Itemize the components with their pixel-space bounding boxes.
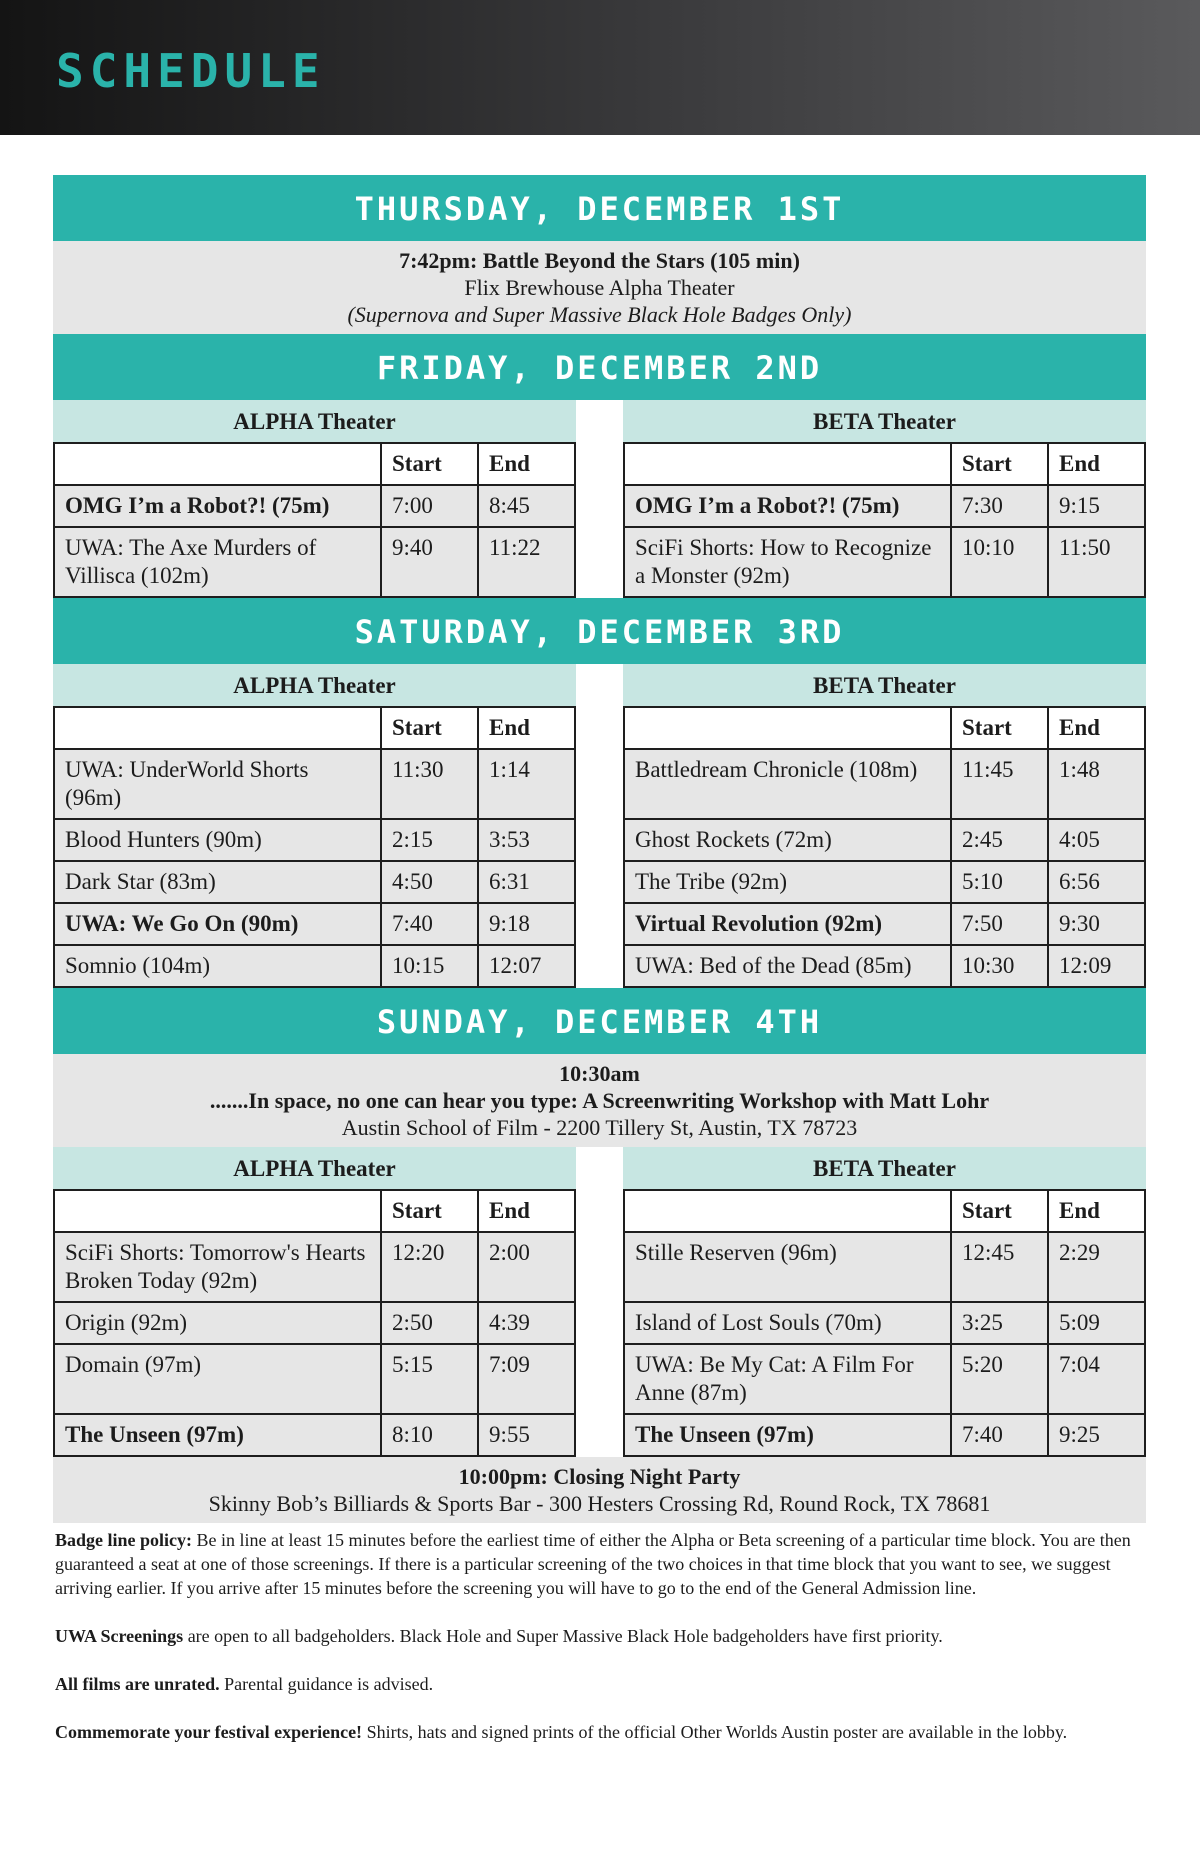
table-header-row — [624, 707, 1145, 749]
start-time: 12:20 — [381, 1232, 478, 1302]
end-time: 9:30 — [1048, 903, 1145, 945]
schedule-table — [53, 442, 576, 598]
sunday-workshop — [53, 1054, 1146, 1147]
start-time: 5:20 — [951, 1344, 1048, 1414]
end-time: 4:39 — [478, 1302, 575, 1344]
end-column-header: End — [478, 1190, 575, 1232]
note-badge-policy — [55, 1528, 1145, 1600]
film-title: Somnio (104m) — [54, 945, 381, 987]
start-time: 7:40 — [381, 903, 478, 945]
schedule-table — [53, 1189, 576, 1457]
film-title: UWA: We Go On (90m) — [54, 903, 381, 945]
table-header-row — [54, 443, 575, 485]
start-time: 5:15 — [381, 1344, 478, 1414]
film-title: Stille Reserven (96m) — [624, 1232, 951, 1302]
start-time: 2:15 — [381, 819, 478, 861]
theater-name: BETA Theater — [623, 400, 1146, 442]
end-time: 2:29 — [1048, 1232, 1145, 1302]
end-time: 12:09 — [1048, 945, 1145, 987]
day-heading-friday: FRIDAY, DECEMBER 2ND — [53, 334, 1146, 400]
note-unrated — [55, 1672, 1145, 1696]
film-title: SciFi Shorts: How to Recognize a Monster (92m) — [624, 527, 951, 597]
page-title: SCHEDULE — [56, 44, 326, 98]
start-column-header: Start — [951, 1190, 1048, 1232]
theater-name: BETA Theater — [623, 664, 1146, 706]
start-column-header: Start — [951, 443, 1048, 485]
note-uwa — [55, 1624, 1145, 1648]
start-time: 11:45 — [951, 749, 1048, 819]
end-time: 8:45 — [478, 485, 575, 527]
table-row — [624, 1302, 1145, 1344]
theater-name: ALPHA Theater — [53, 664, 576, 706]
note-text: Shirts, hats and signed prints of the official Other Worlds Austin poster are available in the lobby. — [362, 1722, 1068, 1742]
end-time: 9:25 — [1048, 1414, 1145, 1456]
end-time: 7:09 — [478, 1344, 575, 1414]
film-title: OMG I’m a Robot?! (75m) — [624, 485, 951, 527]
start-time: 11:30 — [381, 749, 478, 819]
note-text: Parental guidance is advised. — [219, 1674, 434, 1694]
thursday-event-note: (Supernova and Super Massive Black Hole Badges Only) — [347, 302, 852, 327]
start-time: 5:10 — [951, 861, 1048, 903]
film-column-header — [624, 707, 951, 749]
end-time: 3:53 — [478, 819, 575, 861]
start-time: 7:40 — [951, 1414, 1048, 1456]
start-time: 10:15 — [381, 945, 478, 987]
note-label: Commemorate your festival experience! — [55, 1722, 363, 1742]
table-row — [54, 485, 575, 527]
table-row — [624, 485, 1145, 527]
table-row — [54, 749, 575, 819]
film-title: Ghost Rockets (72m) — [624, 819, 951, 861]
film-title: UWA: The Axe Murders of Villisca (102m) — [54, 527, 381, 597]
end-column-header: End — [1048, 443, 1145, 485]
film-column-header — [624, 443, 951, 485]
thursday-event — [53, 241, 1146, 334]
start-column-header: Start — [951, 707, 1048, 749]
end-column-header: End — [1048, 1190, 1145, 1232]
film-title: Virtual Revolution (92m) — [624, 903, 951, 945]
film-title: Dark Star (83m) — [54, 861, 381, 903]
page-header — [0, 0, 1200, 135]
start-time: 10:30 — [951, 945, 1048, 987]
start-time: 9:40 — [381, 527, 478, 597]
film-title: The Unseen (97m) — [624, 1414, 951, 1456]
start-time: 4:50 — [381, 861, 478, 903]
party-title: 10:00pm: Closing Night Party — [458, 1464, 741, 1489]
film-title: UWA: Be My Cat: A Film For Anne (87m) — [624, 1344, 951, 1414]
film-title: The Unseen (97m) — [54, 1414, 381, 1456]
day-heading-thursday: THURSDAY, DECEMBER 1ST — [53, 175, 1146, 241]
end-time: 7:04 — [1048, 1344, 1145, 1414]
end-column-header: End — [478, 707, 575, 749]
start-column-header: Start — [381, 707, 478, 749]
thursday-event-venue: Flix Brewhouse Alpha Theater — [464, 275, 735, 300]
day-heading-sunday: SUNDAY, DECEMBER 4TH — [53, 988, 1146, 1054]
table-row — [624, 1414, 1145, 1456]
film-title: The Tribe (92m) — [624, 861, 951, 903]
closing-party — [53, 1457, 1146, 1523]
table-row — [624, 819, 1145, 861]
table-row — [54, 945, 575, 987]
table-row — [624, 1344, 1145, 1414]
day-heading-saturday: SATURDAY, DECEMBER 3RD — [53, 598, 1146, 664]
footer-notes — [55, 1528, 1145, 1768]
schedule-table — [623, 1189, 1146, 1457]
table-row — [624, 945, 1145, 987]
table-row — [54, 527, 575, 597]
table-row — [624, 903, 1145, 945]
sunday-beta — [623, 1147, 1146, 1457]
table-header-row — [54, 707, 575, 749]
party-venue: Skinny Bob’s Billiards & Sports Bar - 300 Hesters Crossing Rd, Round Rock, TX 78681 — [208, 1491, 991, 1516]
film-title: Battledream Chronicle (108m) — [624, 749, 951, 819]
table-row — [54, 1414, 575, 1456]
schedule-table — [623, 706, 1146, 988]
film-title: Blood Hunters (90m) — [54, 819, 381, 861]
saturday-alpha — [53, 664, 576, 988]
end-time: 9:15 — [1048, 485, 1145, 527]
note-text: are open to all badgeholders. Black Hole and Super Massive Black Hole badgeholders have first priority. — [183, 1626, 943, 1646]
end-time: 9:18 — [478, 903, 575, 945]
sunday-alpha — [53, 1147, 576, 1457]
table-header-row — [624, 1190, 1145, 1232]
note-text: Be in line at least 15 minutes before the earliest time of either the Alpha or Beta screening of a particular time block. You are then guaranteed a seat at one of those screenings. If there is a particular screening of the two choices in that time block that you want to see, we suggest arriving earlier. If you arrive after 15 minutes before the screening you will have to go to the end of the General Admission line. — [55, 1530, 1131, 1598]
note-label: All films are unrated. — [55, 1674, 220, 1694]
table-header-row — [54, 1190, 575, 1232]
table-row — [624, 527, 1145, 597]
schedule-table — [53, 706, 576, 988]
table-row — [54, 903, 575, 945]
film-column-header — [54, 443, 381, 485]
note-merch — [55, 1720, 1145, 1744]
friday-beta — [623, 400, 1146, 598]
table-row — [54, 1344, 575, 1414]
film-column-header — [624, 1190, 951, 1232]
table-row — [624, 749, 1145, 819]
theater-name: BETA Theater — [623, 1147, 1146, 1189]
theater-name: ALPHA Theater — [53, 1147, 576, 1189]
table-row — [54, 1232, 575, 1302]
film-column-header — [54, 707, 381, 749]
end-time: 12:07 — [478, 945, 575, 987]
start-time: 12:45 — [951, 1232, 1048, 1302]
film-title: SciFi Shorts: Tomorrow's Hearts Broken Today (92m) — [54, 1232, 381, 1302]
saturday-beta — [623, 664, 1146, 988]
schedule-table — [623, 442, 1146, 598]
end-column-header: End — [1048, 707, 1145, 749]
note-label: UWA Screenings — [55, 1626, 184, 1646]
table-row — [54, 861, 575, 903]
end-time: 11:50 — [1048, 527, 1145, 597]
film-title: UWA: Bed of the Dead (85m) — [624, 945, 951, 987]
end-time: 6:31 — [478, 861, 575, 903]
end-time: 5:09 — [1048, 1302, 1145, 1344]
end-time: 1:14 — [478, 749, 575, 819]
start-column-header: Start — [381, 443, 478, 485]
film-title: UWA: UnderWorld Shorts (96m) — [54, 749, 381, 819]
end-time: 4:05 — [1048, 819, 1145, 861]
workshop-title: .......In space, no one can hear you type: A Screenwriting Workshop with Matt Lohr — [209, 1088, 990, 1113]
friday-alpha — [53, 400, 576, 598]
end-column-header: End — [478, 443, 575, 485]
start-time: 7:50 — [951, 903, 1048, 945]
table-row — [54, 1302, 575, 1344]
start-time: 10:10 — [951, 527, 1048, 597]
start-time: 8:10 — [381, 1414, 478, 1456]
end-time: 9:55 — [478, 1414, 575, 1456]
table-header-row — [624, 443, 1145, 485]
start-time: 2:50 — [381, 1302, 478, 1344]
film-title: Island of Lost Souls (70m) — [624, 1302, 951, 1344]
saturday-theaters — [53, 664, 1146, 988]
table-row — [624, 861, 1145, 903]
thursday-event-title: 7:42pm: Battle Beyond the Stars (105 min) — [399, 248, 800, 273]
workshop-venue: Austin School of Film - 2200 Tillery St, Austin, TX 78723 — [341, 1115, 858, 1140]
schedule — [53, 175, 1146, 1523]
start-column-header: Start — [381, 1190, 478, 1232]
end-time: 1:48 — [1048, 749, 1145, 819]
friday-theaters — [53, 400, 1146, 598]
film-title: OMG I’m a Robot?! (75m) — [54, 485, 381, 527]
theater-name: ALPHA Theater — [53, 400, 576, 442]
table-row — [624, 1232, 1145, 1302]
start-time: 7:00 — [381, 485, 478, 527]
start-time: 7:30 — [951, 485, 1048, 527]
note-label: Badge line policy: — [55, 1530, 193, 1550]
workshop-time: 10:30am — [559, 1061, 640, 1086]
end-time: 2:00 — [478, 1232, 575, 1302]
sunday-theaters — [53, 1147, 1146, 1457]
start-time: 3:25 — [951, 1302, 1048, 1344]
film-column-header — [54, 1190, 381, 1232]
end-time: 11:22 — [478, 527, 575, 597]
end-time: 6:56 — [1048, 861, 1145, 903]
start-time: 2:45 — [951, 819, 1048, 861]
film-title: Origin (92m) — [54, 1302, 381, 1344]
table-row — [54, 819, 575, 861]
film-title: Domain (97m) — [54, 1344, 381, 1414]
